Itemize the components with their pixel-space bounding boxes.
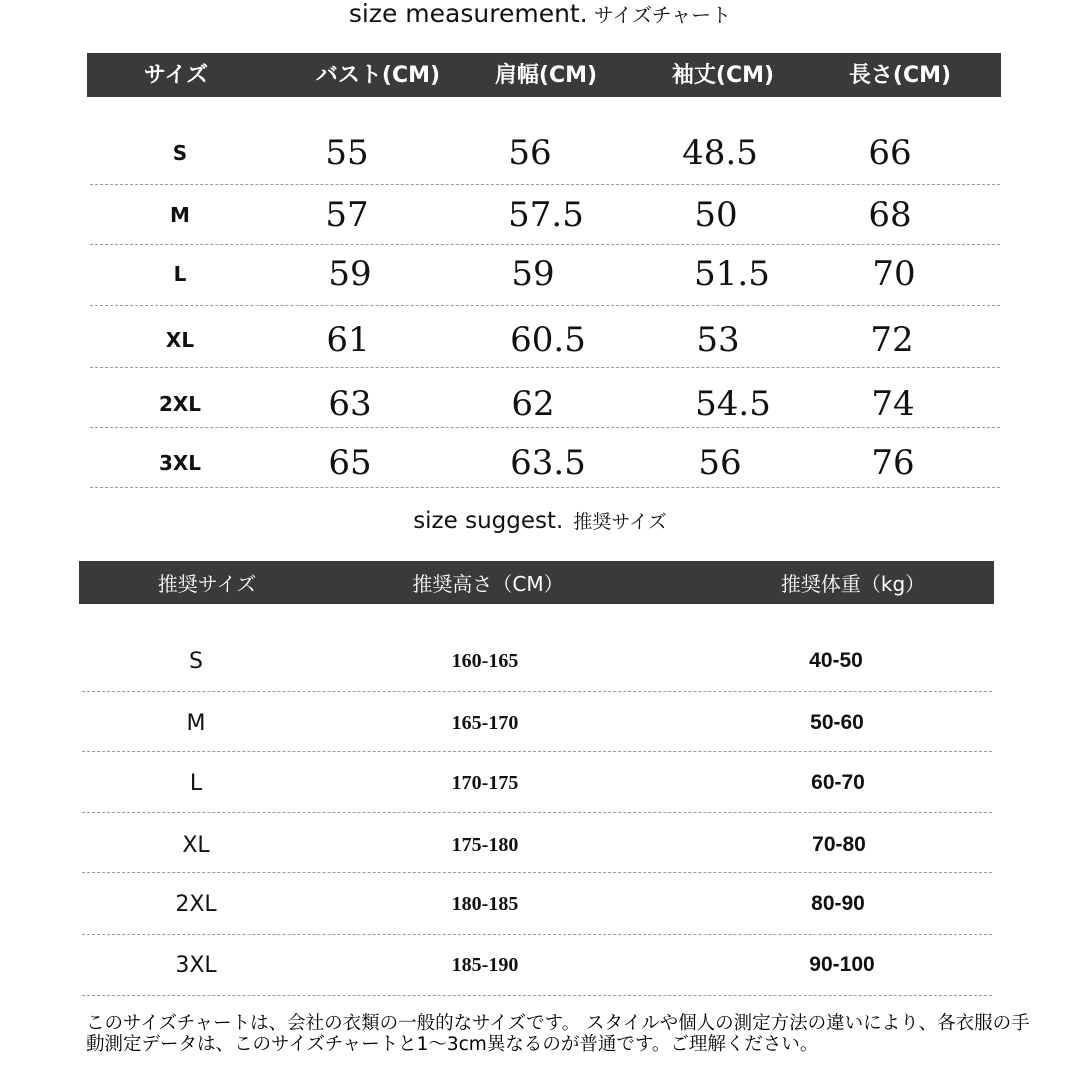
size-cell: S <box>172 141 188 165</box>
row-divider <box>82 872 992 873</box>
weight-cell: 70-80 <box>812 833 866 856</box>
size-cell: 3XL <box>158 451 202 475</box>
shoulder-cell: 62 <box>511 384 555 424</box>
table-row <box>0 433 1080 493</box>
size-cell: XL <box>165 328 195 352</box>
height-cell: 160-165 <box>451 649 519 672</box>
bust-cell: 65 <box>328 443 372 483</box>
header-suggest-height: 推奨高さ（CM） <box>412 572 564 596</box>
suggest-title <box>0 506 1080 538</box>
weight-cell: 90-100 <box>809 953 875 976</box>
size-cell: 2XL <box>175 891 217 917</box>
measurement-header-bar <box>87 53 1001 97</box>
header-sleeve: 袖丈(CM) <box>671 63 775 88</box>
bust-cell: 63 <box>328 384 372 424</box>
header-suggest-weight: 推奨体重（kg） <box>780 572 926 596</box>
table-row <box>0 244 1080 304</box>
disclaimer-note: このサイズチャートは、会社の衣類の一般的なサイズです。 スタイルや個人の測定方法の違いにより、各衣服の手動測定データは、このサイズチャートと1〜3cm異なるのが普通です。ご理解ください。 <box>86 1013 1030 1055</box>
size-cell: M <box>170 203 190 227</box>
length-cell: 70 <box>872 254 916 294</box>
bust-cell: 57 <box>325 195 369 235</box>
sleeve-cell: 50 <box>694 195 738 235</box>
header-suggest-size: 推奨サイズ <box>157 572 257 596</box>
header-size: サイズ <box>143 63 209 88</box>
measurement-title-en: size measurement. <box>348 0 588 28</box>
table-row <box>0 753 1080 813</box>
row-divider <box>82 751 992 752</box>
row-divider <box>90 487 1000 488</box>
bust-cell: 55 <box>325 133 369 173</box>
table-row <box>0 185 1080 245</box>
size-cell: 3XL <box>175 952 217 978</box>
shoulder-cell: 63.5 <box>510 443 586 483</box>
measurement-title-jp: サイズチャート <box>593 3 732 27</box>
sleeve-cell: 51.5 <box>694 254 770 294</box>
sleeve-cell: 54.5 <box>695 384 771 424</box>
shoulder-cell: 56 <box>508 133 552 173</box>
bust-cell: 61 <box>326 320 370 360</box>
row-divider <box>90 427 1000 428</box>
suggest-title-en: size suggest. <box>413 508 564 534</box>
table-row <box>0 310 1080 370</box>
sleeve-cell: 53 <box>696 320 740 360</box>
height-cell: 185-190 <box>451 953 519 976</box>
height-cell: 170-175 <box>451 771 519 794</box>
size-cell: L <box>173 262 187 286</box>
height-cell: 175-180 <box>451 833 519 856</box>
size-cell: 2XL <box>158 392 202 416</box>
row-divider <box>82 691 992 692</box>
table-row <box>0 374 1080 434</box>
weight-cell: 50-60 <box>810 711 864 734</box>
table-row <box>0 874 1080 934</box>
sleeve-cell: 48.5 <box>682 133 758 173</box>
table-row <box>0 815 1080 875</box>
length-cell: 74 <box>871 384 915 424</box>
bust-cell: 59 <box>328 254 372 294</box>
length-cell: 66 <box>868 133 912 173</box>
table-row <box>0 123 1080 183</box>
size-cell: M <box>186 710 206 736</box>
measurement-title <box>0 0 1080 30</box>
sleeve-cell: 56 <box>698 443 742 483</box>
length-cell: 76 <box>871 443 915 483</box>
size-cell: L <box>189 770 203 796</box>
row-divider <box>90 367 1000 368</box>
length-cell: 72 <box>870 320 914 360</box>
table-row <box>0 631 1080 691</box>
shoulder-cell: 60.5 <box>510 320 586 360</box>
size-cell: S <box>189 648 203 674</box>
weight-cell: 60-70 <box>811 771 865 794</box>
row-divider <box>90 305 1000 306</box>
shoulder-cell: 59 <box>511 254 555 294</box>
shoulder-cell: 57.5 <box>508 195 584 235</box>
row-divider <box>82 995 992 996</box>
length-cell: 68 <box>868 195 912 235</box>
header-shoulder: 肩幅(CM) <box>494 63 598 88</box>
suggest-title-jp: 推奨サイズ <box>573 511 667 533</box>
table-row <box>0 935 1080 995</box>
header-length: 長さ(CM) <box>848 63 952 88</box>
header-bust: バスト(CM) <box>315 63 441 88</box>
height-cell: 165-170 <box>451 711 519 734</box>
row-divider <box>82 812 992 813</box>
weight-cell: 40-50 <box>809 649 863 672</box>
suggest-header-bar <box>79 561 994 604</box>
table-row <box>0 693 1080 753</box>
height-cell: 180-185 <box>451 892 519 915</box>
size-cell: XL <box>182 832 210 858</box>
weight-cell: 80-90 <box>811 892 865 915</box>
